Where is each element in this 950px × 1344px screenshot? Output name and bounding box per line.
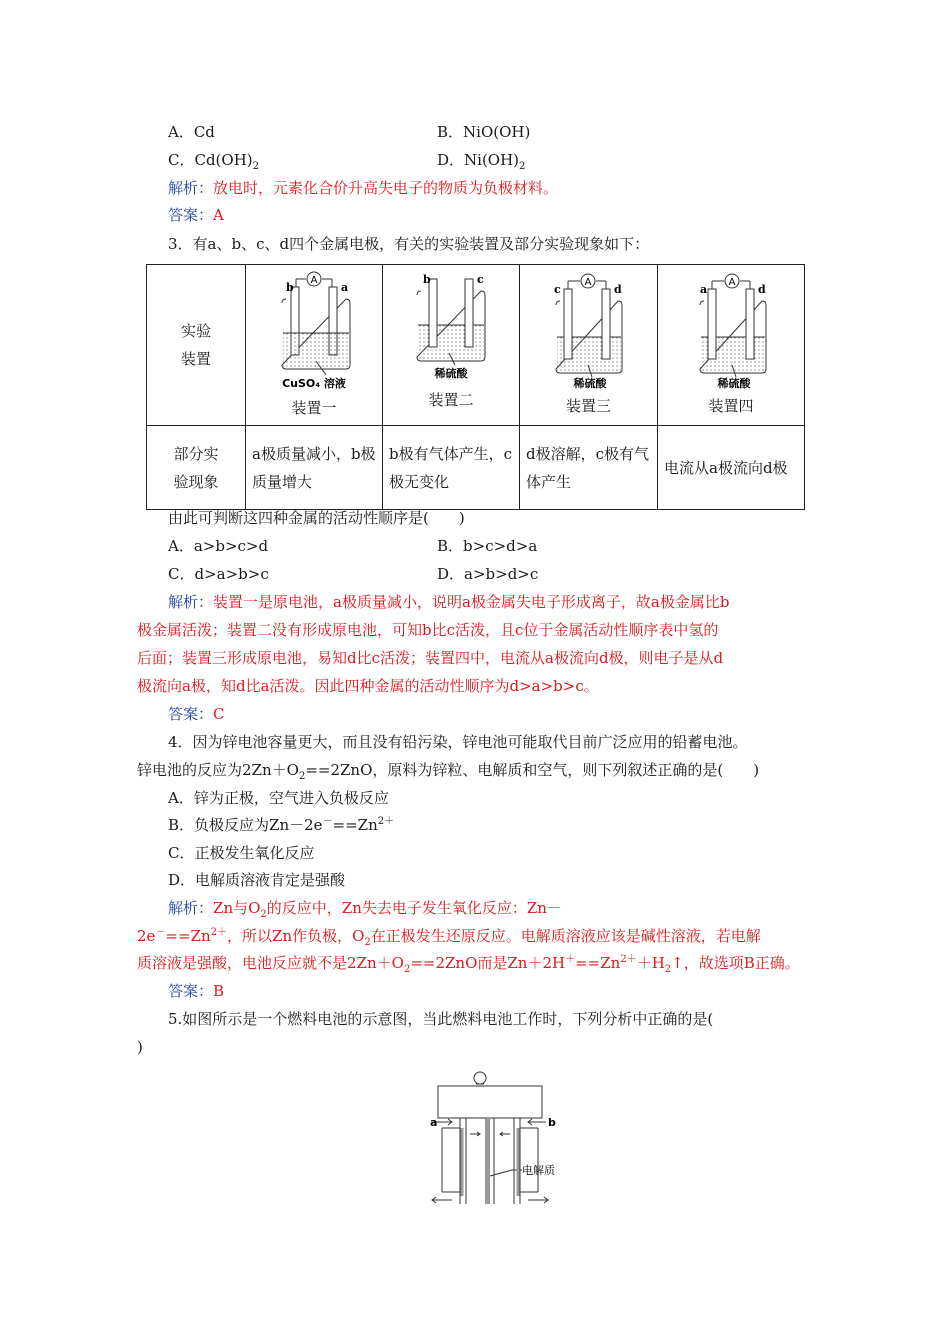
device-1-cell — [246, 265, 383, 426]
q3-option-b: B．b>c>d>a — [437, 537, 538, 555]
fig-label-b: b — [548, 1116, 556, 1129]
q3-analysis-line-3: 后面；装置三形成原电池，易知d比c活泼；装置四中，电流从a极流向d极，则电子是从d — [137, 649, 724, 667]
q4-option-d: D．电解质溶液肯定是强酸 — [168, 871, 346, 889]
solution-label: 稀硫酸 — [434, 367, 468, 380]
q2-option-c: C．$Cd(OH)_2$ — [168, 151, 260, 172]
q3-analysis-line-1: 解析：装置一是原电池，a极质量减小，说明a极金属失电子形成离子，故a极金属比b — [168, 593, 730, 611]
q4-option-b: B．负极反应为$Zn-2e^-==Zn^{2+}$ — [168, 816, 395, 834]
q4-option-a: A．锌为正极，空气进入负极反应 — [168, 789, 389, 807]
q3-answer: 答案：C — [168, 705, 225, 723]
q4-analysis-line-3: 质溶液是强酸，电池反应就不是$2Zn+O_2==2ZnO$而是$Zn+2H^+==Zn^{2+}+H_2↑$，故选项B正确。 — [137, 954, 800, 975]
solution-label: 稀硫酸 — [573, 377, 607, 390]
fuel-cell-diagram — [422, 1064, 582, 1224]
fig-label-a: a — [430, 1116, 438, 1129]
q4-option-c: C．正极发生氧化反应 — [168, 844, 315, 862]
q3-option-a: A．a>b>c>d — [168, 537, 269, 555]
q2-analysis: 解析：放电时，元素化合价升高失电子的物质为负极材料。 — [168, 179, 559, 197]
phenomenon-4: 电流从a极流向d极 — [658, 426, 805, 510]
q3-question: 由此可判断这四种金属的活动性顺序是( ) — [168, 509, 465, 527]
q3-option-d: D．a>b>d>c — [437, 565, 539, 583]
q3-analysis-line-2: 极金属活泼；装置二没有形成原电池，可知b比c活泼，且c位于金属活动性顺序表中氢的 — [137, 621, 719, 639]
q5-stem-line-1: 5.如图所示是一个燃料电池的示意图，当此燃料电池工作时，下列分析中正确的是( — [168, 1010, 714, 1028]
device-caption: 装置二 — [428, 391, 474, 409]
q5-stem-line-2: ) — [137, 1038, 143, 1056]
phenomenon-3: d极溶解，c极有气体产生 — [520, 426, 658, 510]
q4-answer: 答案：B — [168, 982, 225, 1000]
electrode-label: a — [700, 283, 708, 296]
q2-option-b: B．NiO(OH) — [437, 123, 531, 141]
device-caption: 装置四 — [708, 397, 754, 415]
q3-stem: 3．有a、b、c、d四个金属电极，有关的实验装置及部分实验现象如下： — [168, 235, 650, 253]
ammeter-label: A — [728, 277, 736, 288]
solution-label: CuSO₄ 溶液 — [282, 377, 346, 390]
phenomenon-2: b极有气体产生，c极无变化 — [383, 426, 520, 510]
electrode-label: c — [477, 273, 484, 286]
ammeter-label: A — [310, 275, 318, 286]
q4-analysis-line-2: $2e^-==Zn^{2+}$，所以Zn作负极，$O_2$在正极发生还原反应。电解质溶液应该是碱性溶液，若电解 — [137, 927, 761, 948]
device-3-cell — [520, 265, 658, 426]
ammeter-label: A — [584, 277, 592, 288]
row-label-device: 实验 装置 — [147, 265, 246, 426]
q2-option-d: D．$Ni(OH)_2$ — [437, 151, 526, 172]
experiment-table — [146, 264, 805, 510]
q4-stem-line-2: 锌电池的反应为$2Zn+O_2==2ZnO$，原料为锌粒、电解质和空气，则下列叙述正确的是( ) — [137, 761, 760, 782]
device-caption: 装置一 — [291, 399, 337, 417]
electrode-label: d — [614, 283, 622, 296]
q2-option-a: A．Cd — [168, 123, 215, 141]
q3-option-c: C．d>a>b>c — [168, 565, 269, 583]
row-label-phenomenon: 部分实 验现象 — [147, 426, 246, 510]
device-2-cell — [383, 265, 520, 426]
electrode-label: d — [758, 283, 766, 296]
q4-stem-line-1: 4．因为锌电池容量更大，而且没有铅污染，锌电池可能取代目前广泛应用的铅蓄电池。 — [168, 733, 748, 751]
solution-label: 稀硫酸 — [717, 377, 751, 390]
q4-analysis-line-1: 解析：Zn与$O_2$的反应中，Zn失去电子发生氧化反应：Zn－ — [168, 899, 562, 920]
q3-analysis-line-4: 极流向a极，知d比a活泼。因此四种金属的活动性顺序为d>a>b>c。 — [137, 677, 599, 695]
fig-label-electrolyte: 电解质 — [522, 1164, 555, 1177]
phenomenon-1: a极质量减小，b极质量增大 — [246, 426, 383, 510]
q2-answer: 答案：A — [168, 206, 224, 224]
device-caption: 装置三 — [565, 397, 611, 415]
device-4-cell — [658, 265, 805, 426]
electrode-label: b — [423, 273, 431, 286]
electrode-label: b — [286, 281, 294, 294]
electrode-label: a — [341, 281, 349, 294]
electrode-label: c — [554, 283, 561, 296]
